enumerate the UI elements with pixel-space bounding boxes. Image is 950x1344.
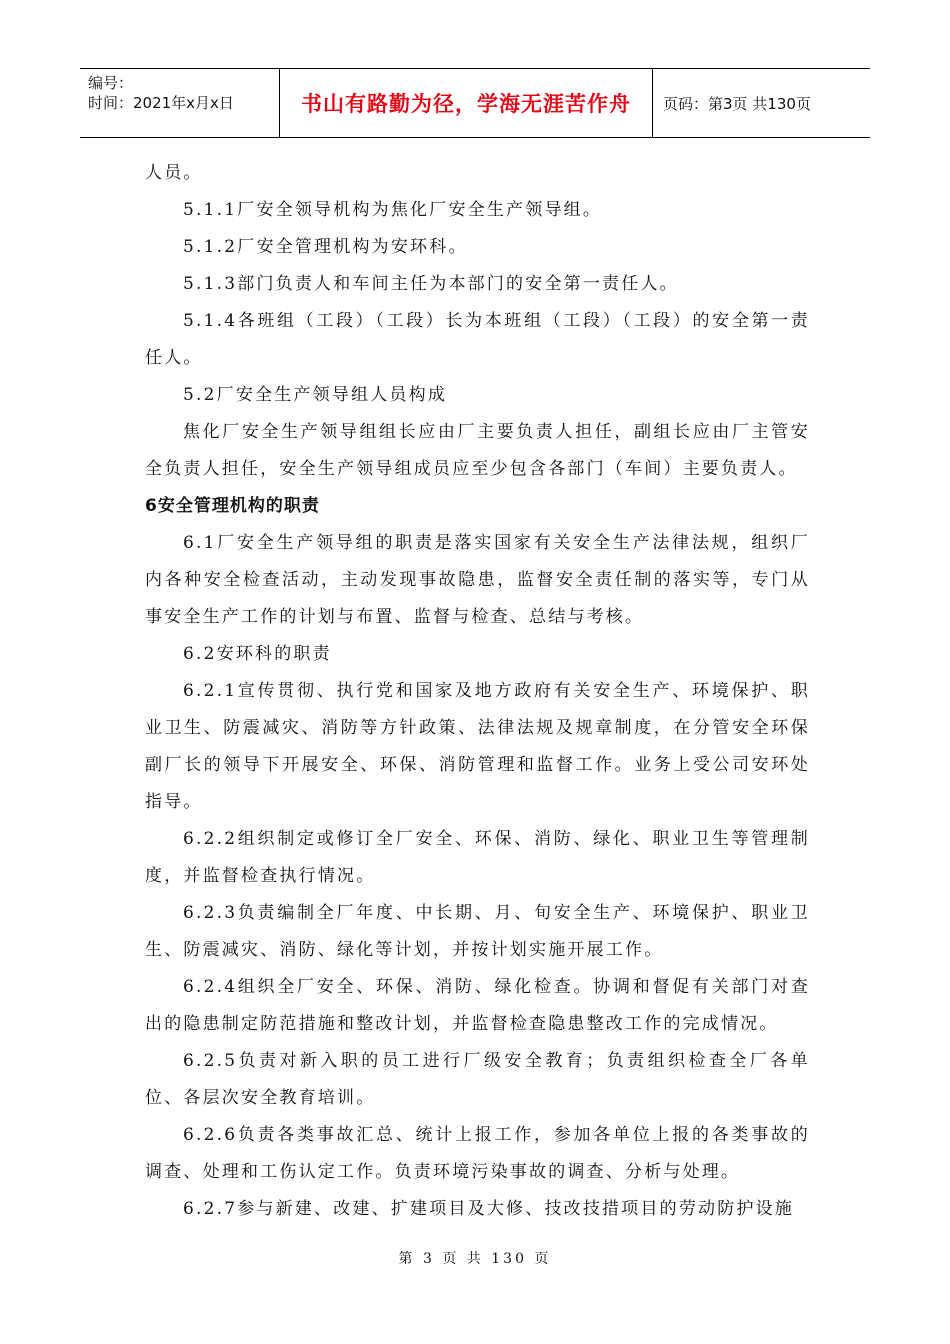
paragraph: 6.2.4组织全厂安全、环保、消防、绿化检查。协调和督促有关部门对查出的隐患制定防范措施和整改计划，并监督检查隐患整改工作的完成情况。 [145,977,810,1034]
paragraph: 6.2.1宣传贯彻、执行党和国家及地方政府有关安全生产、环境保护、职业卫生、防震减灾、消防等方针政策、法律法规及规章制度，在分管安全环保副厂长的领导下开展安全、环保、消防管理和监督工作。业务上受公司安环处指导。 [145,681,810,812]
paragraph: 6.2.5负责对新入职的员工进行厂级安全教育；负责组织检查全厂各单位、各层次安全教育培训。 [145,1051,810,1108]
paragraph: 5.1.3部门负责人和车间主任为本部门的安全第一责任人。 [183,274,679,294]
section-heading: 6安全管理机构的职责 [145,496,320,516]
header-meta [80,69,280,137]
paragraph: 6.2.3负责编制全厂年度、中长期、月、旬安全生产、环境保护、职业卫生、防震减灾、消防、绿化等计划，并按计划实施开展工作。 [145,903,810,960]
paragraph: 5.1.2厂安全管理机构为安环科。 [183,237,468,257]
header-motto: 书山有路勤为径，学海无涯苦作舟 [280,69,653,137]
paragraph: 5.2厂安全生产领导组人员构成 [183,385,448,405]
document-header [80,68,870,138]
paragraph: 6.2.7参与新建、改建、扩建项目及大修、技改技措项目的劳动防护设施 [183,1199,795,1219]
paragraph: 焦化厂安全生产领导组组长应由厂主要负责人担任，副组长应由厂主管安全负责人担任，安全生产领导组成员应至少包含各部门（车间）主要负责人。 [145,422,810,479]
paragraph: 5.1.4各班组（工段）（工段）长为本班组（工段）（工段）的安全第一责任人。 [145,311,810,368]
paragraph: 人员。 [145,163,203,183]
page-footer: 第 3 页 共 130 页 [398,1251,552,1267]
code-label: 编号： [88,74,134,92]
paragraph: 5.1.1厂安全领导机构为焦化厂安全生产领导组。 [183,200,603,220]
paragraph: 6.2.6负责各类事故汇总、统计上报工作，参加各单位上报的各类事故的调查、处理和工伤认定工作。负责环境污染事故的调查、分析与处理。 [145,1125,810,1182]
header-page-info: 页码：第3页 共130页 [663,94,811,113]
paragraph: 6.2安环科的职责 [183,644,332,664]
document-body [145,155,810,1228]
paragraph: 6.2.2组织制定或修订全厂安全、环保、消防、绿化、职业卫生等管理制度，并监督检查执行情况。 [145,829,810,886]
time-label: 时间：2021年x月x日 [88,94,234,112]
paragraph: 6.1厂安全生产领导组的职责是落实国家有关安全生产法律法规，组织厂内各种安全检查活动，主动发现事故隐患，监督安全责任制的落实等，专门从事安全生产工作的计划与布置、监督与检查、总结与考核。 [145,533,810,627]
